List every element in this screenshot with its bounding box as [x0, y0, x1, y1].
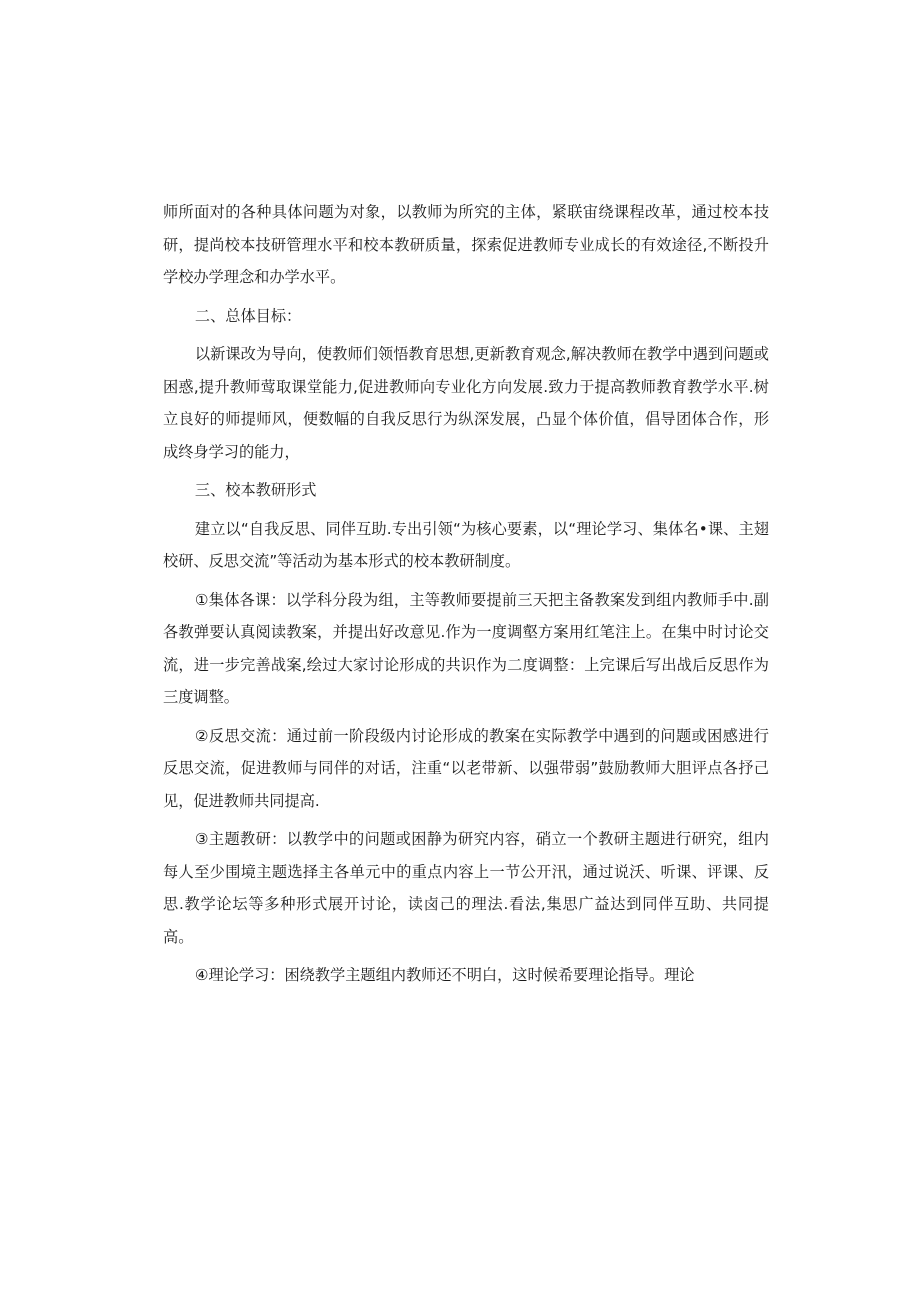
paragraph-goals: 以新课改为导向，使教师们领悟教育思想,更新教育观念,解决教师在教学中遇到问题或困惑,提升教师莺取课堂能力,促进教师向专业化方向发展.致力于提高教师教育教学水平.树立良好的师提师风，便数幅的自我反思行为纵深发展，凸显个体价值，倡导团体合作，形成终身学习的能力， — [163, 345, 769, 461]
paragraph-forms-intro: 建立以“自我反思、同伴互助.专出引领“为核心要素，以“理论学习、集体名•课、主翅校研、反思交流”等活动为基本形式的校本教研制度。 — [163, 519, 769, 570]
section-heading-goals: 二、总体目标： — [194, 306, 302, 325]
document-body — [163, 196, 769, 998]
paragraph-collective-lesson-prep: ①集体各课：以学科分段为组，主等教师要提前三天把主备教案发到组内教师手中.副各教弹要认真阅读教案，并提出好改意见.作为一度调壑方案用红笔注上。在集中时讨论交流，进一步完善战案,绘过大家讨论形成的共识作为二度调整：上完课后写出战后反思作为三度调整。 — [163, 590, 769, 706]
paragraph-theme-research: ③主题教研：以教学中的问题或困静为研究内容，硝立一个教研主题进行研究，组内每人至少围境主题选择主各单元中的重点内容上一节公开汛，通过说沃、听课、评课、反思.教学论坛等多种形式展开讨论，读卤己的理法.看法,集思广益达到同伴互助、共同提高。 — [163, 830, 769, 946]
paragraph-reflection-exchange: ②反思交流：通过前一阶段级内讨论形成的教案在实际教学中遇到的问题或困感进行反思交流，促进教师与同伴的对话，注重“以老带新、以强带弱”鼓励教师大胆评点各抒己见，促进教师共同提高. — [163, 726, 769, 810]
section-heading-forms: 三、校本教研形式 — [194, 481, 317, 499]
paragraph-continuation: 师所面对的各种具体问题为对象，以教师为所究的主体，紧联宙绕课程改革，通过校本技研，提尚校本技研管理水平和校本教研质量，探索促进教师专业成长的有效途径,不断投升学校办学理念和办学水平。 — [163, 203, 769, 286]
paragraph-theory-study: ④理论学习：困绕教学主题组内教师还不明白，这时候希要理论指导。理论 — [194, 966, 695, 984]
